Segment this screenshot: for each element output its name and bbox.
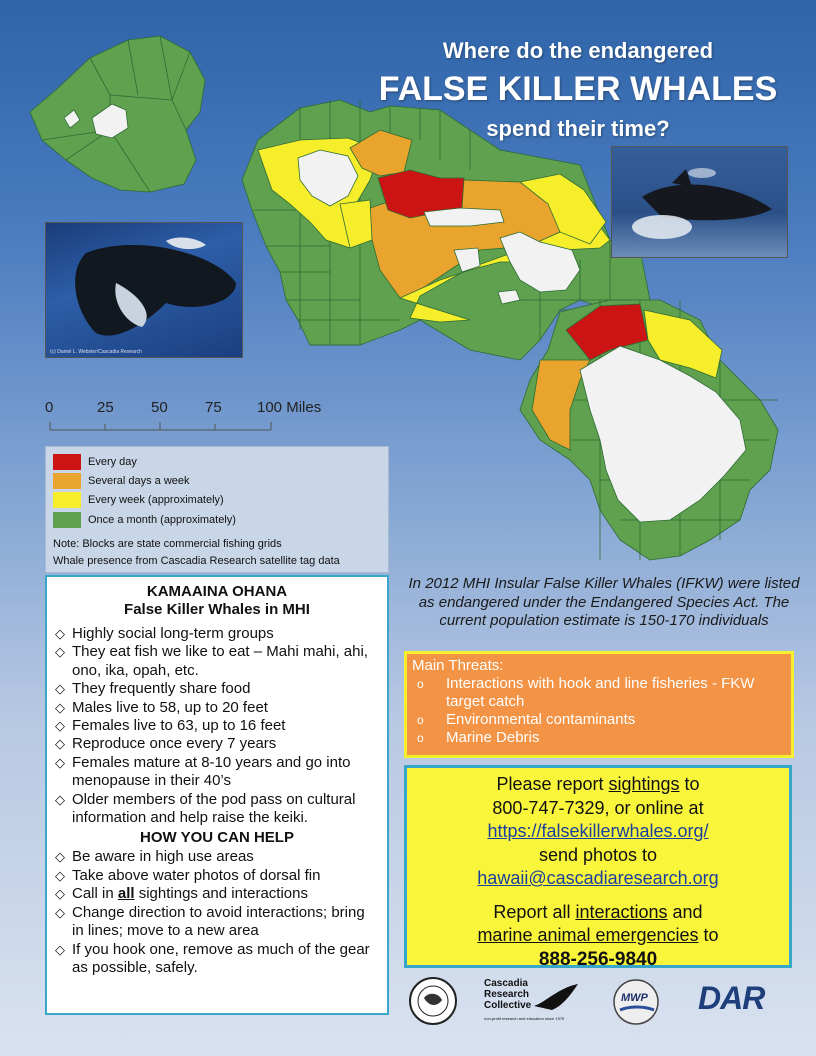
legend-note-2: Whale presence from Cascadia Research satellite tag data <box>53 555 340 567</box>
threat-item: o Marine Debris <box>412 729 786 747</box>
fact-item: ◇ Males live to 58, up to 20 feet <box>55 699 379 717</box>
fact-item: ◇ They frequently share food <box>55 680 379 698</box>
scale-label-75: 75 <box>205 399 222 416</box>
help-item: ◇ Take above water photos of dorsal fin <box>55 867 379 885</box>
main-threats-box <box>404 651 794 758</box>
report-line-1: Please report sightings to <box>496 774 700 794</box>
emergency-phone: 888-256-9840 <box>538 948 658 970</box>
ohana-subheading: False Killer Whales in MHI <box>124 601 310 618</box>
whale-photo-surface <box>611 146 788 258</box>
help-item-call-all: ◇ Call in all sightings and interactions <box>55 885 379 903</box>
map-molokai-island <box>424 208 504 226</box>
map-legend <box>45 446 389 573</box>
report-box <box>404 765 792 968</box>
fact-item: ◇ Females live to 63, up to 16 feet <box>55 717 379 735</box>
cascadia-logo: Cascadia Research Collective non-profit research and education since 1979 <box>484 978 565 1021</box>
title-line-2: FALSE KILLER WHALES <box>378 70 778 108</box>
threats-heading: Main Threats: <box>412 657 504 674</box>
help-item: ◇ If you hook one, remove as much of the gear as possible, safely. <box>55 941 379 978</box>
help-list <box>55 848 379 977</box>
report-photos-line: send photos to <box>538 844 658 865</box>
seal-logo <box>408 976 458 1026</box>
scale-label-100: 100 Miles <box>257 399 322 416</box>
report-url-link[interactable]: https://falsekillerwhales.org/ <box>487 821 709 841</box>
scale-label-25: 25 <box>97 399 114 416</box>
report-interactions-line: Report all interactions and <box>493 901 703 922</box>
whale-photo-underwater <box>45 222 243 358</box>
help-heading: HOW YOU CAN HELP <box>140 829 294 847</box>
whale-tail-icon <box>532 982 580 1012</box>
threat-item: o Interactions with hook and line fisheries - FKW target catch <box>412 675 786 711</box>
legend-item-several-days: Several days a week <box>53 473 190 489</box>
scale-line <box>49 420 279 434</box>
scale-label-50: 50 <box>151 399 168 416</box>
fact-item: ◇ Highly social long-term groups <box>55 625 379 643</box>
legend-item-every-week: Every week (approximately) <box>53 492 224 508</box>
threat-item: o Environmental contaminants <box>412 711 786 729</box>
fact-item: ◇ Older members of the pod pass on cultural information and help raise the keiki. <box>55 791 379 828</box>
help-item: ◇ Change direction to avoid interactions; bring in lines; move to a new area <box>55 904 379 941</box>
dar-logo: DAR <box>698 980 765 1016</box>
mwp-text: MWP <box>621 992 648 1004</box>
fact-item: ◇ They eat fish we like to eat – Mahi mahi, ahi, ono, ika, opah, etc. <box>55 643 379 680</box>
legend-item-every-day: Every day <box>53 454 137 470</box>
fact-item: ◇ Females mature at 8-10 years and go into menopause in their 40’s <box>55 754 379 791</box>
photo-credit: (c) Daniel L. Webster/Cascadia Research <box>50 349 142 355</box>
scale-label-0: 0 <box>45 399 54 416</box>
report-emergencies-line: marine animal emergencies to <box>477 925 719 945</box>
help-item: ◇ Be aware in high use areas <box>55 848 379 866</box>
title-line-3: spend their time? <box>486 116 670 141</box>
title-line-1: Where do the endangered <box>442 38 714 63</box>
kamaaina-ohana-box <box>45 575 389 1015</box>
fact-item: ◇ Reproduce once every 7 years <box>55 735 379 753</box>
ohana-facts-list <box>55 625 379 827</box>
scale-bar <box>45 396 345 436</box>
ifkw-statement: In 2012 MHI Insular False Killer Whales (IFKW) were listed as endangered under the Endangered Species Act. The current population estimate is 150-170 individuals <box>408 575 800 629</box>
ohana-heading: KAMAAINA OHANA <box>146 583 288 600</box>
legend-item-once-month: Once a month (approximately) <box>53 512 236 528</box>
partner-logos <box>404 972 804 1032</box>
report-email-link[interactable]: hawaii@cascadiaresearch.org <box>477 868 719 888</box>
legend-note-1: Note: Blocks are state commercial fishing grids <box>53 538 282 550</box>
report-phone-line: 800-747-7329, or online at <box>492 797 704 818</box>
